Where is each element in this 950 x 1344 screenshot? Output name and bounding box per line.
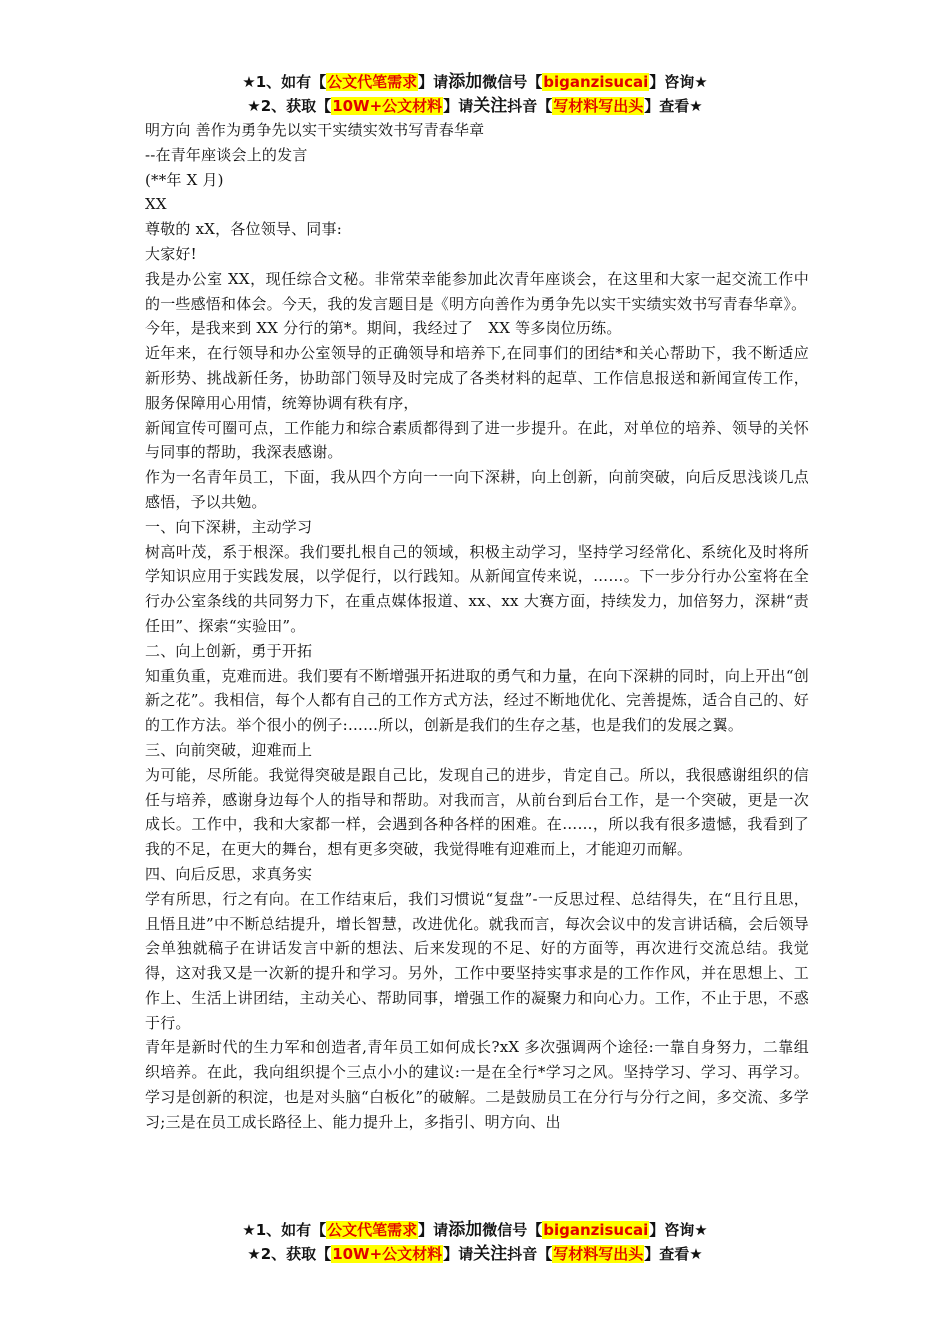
banner-text: 】咨询★: [649, 1221, 708, 1239]
banner-highlight: 10W+公文材料: [332, 1245, 443, 1263]
banner-text: ★1、如有【: [242, 1221, 327, 1239]
banner-text: 】请: [418, 1221, 449, 1239]
banner-text: 】请: [443, 97, 474, 115]
banner-text: ★2、获取【: [247, 97, 332, 115]
paragraph: 作为一名青年员工，下面，我从四个方向一一向下深耕，向上创新，向前突破，向后反思浅谈几点感悟，予以共勉。: [145, 468, 809, 511]
promo-banner-top-line1: [0, 70, 950, 94]
section-heading: 二、向上创新，勇于开拓: [145, 641, 313, 660]
banner-emphasis: 关注: [473, 1244, 508, 1264]
banner-highlight: 公文代笔需求: [327, 73, 418, 91]
document-subtitle: --在青年座谈会上的发言: [145, 145, 308, 164]
banner-text: 】请: [418, 73, 449, 91]
document-title: 明方向 善作为勇争先以实干实绩实效书写青春华章: [145, 121, 485, 139]
promo-banner-top-line2: [0, 94, 950, 118]
paragraph: 近年来，在行领导和办公室领导的正确领导和培养下,在同事们的团结*和关心帮助下，我不断适应新形势、挑战新任务，协助部门领导及时完成了各类材料的起草、工作信息报送和新闻宣传工作，服务保障用心用情，统筹协调有秩有序，: [145, 344, 809, 412]
document-body: [145, 118, 809, 1135]
banner-wechat-id: biganzisucai: [543, 1221, 649, 1239]
document-date: (**年 X 月): [145, 170, 224, 189]
banner-text: 】查看★: [644, 97, 703, 115]
banner-emphasis: 添加: [448, 1220, 483, 1240]
promo-banner-bottom-line1: [0, 1218, 950, 1242]
banner-text: 微信号【: [482, 1221, 543, 1239]
banner-highlight: 公文代笔需求: [327, 1221, 418, 1239]
section-heading: 一、向下深耕，主动学习: [145, 517, 313, 536]
banner-wechat-id: biganzisucai: [543, 73, 649, 91]
paragraph: 青年是新时代的生力军和创造者,青年员工如何成长?xX 多次强调两个途径:一靠自身努力，二靠组织培养。在此，我向组织提个三点小小的建议:一是在全行*学习之风。坚持学习、学习、再学习。学习是创新的积淀，也是对头脑“白板化”的破解。二是鼓励员工在分行与分行之间，多交流、多学习;三是在员工成长路径上、能力提升上，多指引、明方向、出: [145, 1038, 809, 1131]
section-heading: 四、向后反思，求真务实: [145, 864, 313, 883]
banner-text: 微信号【: [482, 73, 543, 91]
paragraph: 为可能，尽所能。我觉得突破是跟自己比，发现自己的进步，肯定自己。所以，我很感谢组织的信任与培养，感谢身边每个人的指导和帮助。对我而言，从前台到后台工作，是一个突破，更是一次成长。工作中，我和大家都一样，会遇到各种各样的困难。在……，所以我有很多遗憾，我看到了我的不足，在更大的舞台，想有更多突破，我觉得唯有迎难而上，才能迎刃而解。: [145, 765, 809, 859]
banner-emphasis: 添加: [448, 72, 483, 92]
banner-text: ★1、如有【: [242, 73, 327, 91]
paragraph: 我是办公室 XX，现任综合文秘。非常荣幸能参加此次青年座谈会，在这里和大家一起交流工作中的一些感悟和体会。今天，我的发言题目是《明方向善作为勇争先以实干实绩实效书写青春华章》。: [145, 269, 809, 313]
greeting: 大家好!: [145, 244, 197, 263]
paragraph: 树高叶茂，系于根深。我们要扎根自己的领域，积极主动学习，坚持学习经常化、系统化及时将所学知识应用于实践发展，以学促行，以行践知。从新闻宣传来说，……。下一步分行办公室将在全行办公室条线的共同努力下，在重点媒体报道、xx、xx 大赛方面，持续发力，加倍努力，深耕“责任田”、探索“实验田”。: [145, 542, 809, 635]
paragraph: 新闻宣传可圈可点，工作能力和综合素质都得到了进一步提升。在此，对单位的培养、领导的关怀与同事的帮助，我深表感谢。: [145, 418, 809, 462]
section-heading: 三、向前突破，迎难而上: [145, 740, 313, 759]
banner-douyin-id: 写材料写出头: [553, 1245, 644, 1263]
banner-text: 抖音【: [507, 97, 553, 115]
banner-text: ★2、获取【: [247, 1245, 332, 1263]
banner-highlight: 10W+公文材料: [332, 97, 443, 115]
paragraph: 学有所思，行之有向。在工作结束后，我们习惯说“复盘”-一反思过程、总结得失，在“且行且思，且悟且进”中不断总结提升，增长智慧，改进优化。就我而言，每次会议中的发言讲话稿，会后领导会单独就稿子在讲话发言中新的想法、后来发现的不足、好的方面等，再次进行交流总结。我觉得，这对我又是一次新的提升和学习。另外，工作中要坚持实事求是的工作作风，并在思想上、工作上、生活上讲团结，主动关心、帮助同事，增强工作的凝聚力和向心力。工作，不止于思，不惑于行。: [145, 889, 809, 1032]
banner-text: 】查看★: [644, 1245, 703, 1263]
banner-text: 】咨询★: [649, 73, 708, 91]
banner-text: 抖音【: [507, 1245, 553, 1263]
promo-banner-bottom-line2: [0, 1242, 950, 1266]
document-author: XX: [145, 195, 167, 214]
paragraph: 知重负重，克难而进。我们要有不断增强开拓进取的勇气和力量，在向下深耕的同时，向上开出“创新之花”。我相信，每个人都有自己的工作方式方法，经过不断地优化、完善提炼，适合自己的、好的工作方法。举个很小的例子:……所以，创新是我们的生存之基，也是我们的发展之翼。: [145, 666, 809, 735]
paragraph: 今年，是我来到 XX 分行的第*。期间，我经过了 XX 等多岗位历练。: [145, 319, 622, 338]
banner-text: 】请: [443, 1245, 474, 1263]
banner-emphasis: 关注: [473, 96, 508, 116]
banner-douyin-id: 写材料写出头: [553, 97, 644, 115]
salutation: 尊敬的 xX，各位领导、同事:: [145, 220, 342, 239]
